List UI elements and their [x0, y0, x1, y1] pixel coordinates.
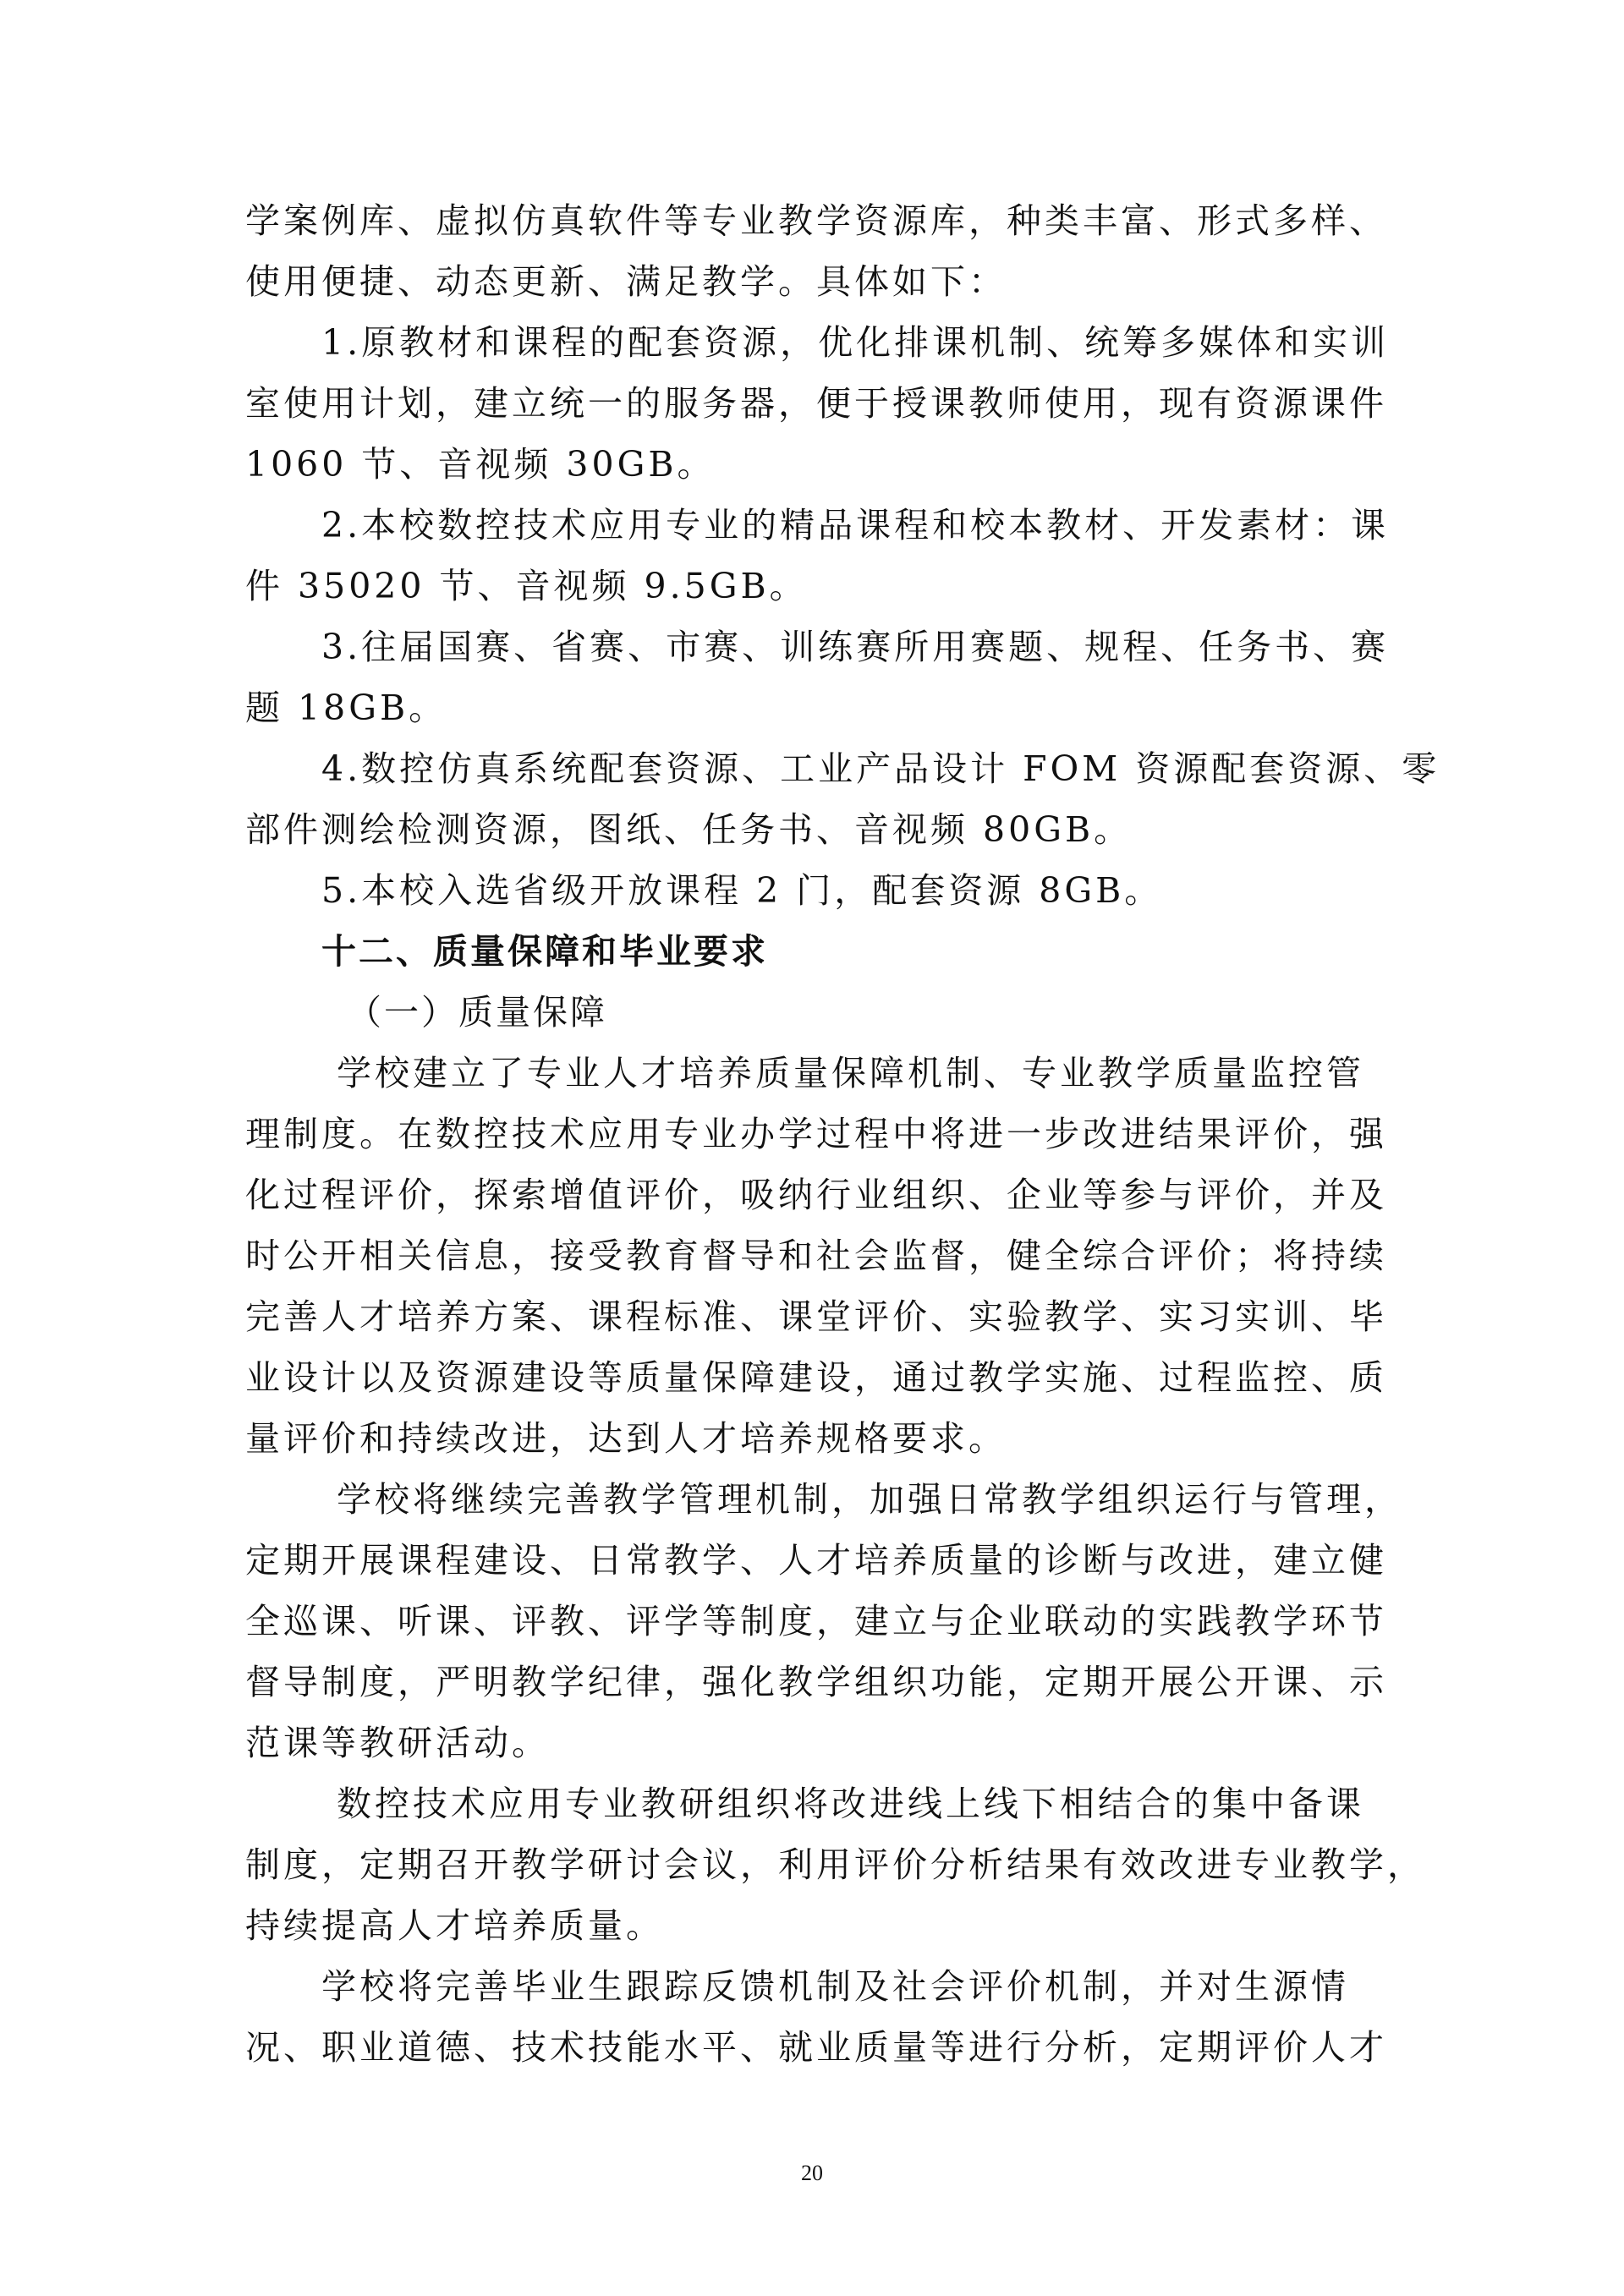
document-body [245, 190, 1440, 2078]
body-line: 1060 节、音视频 30GB。 [245, 444, 716, 485]
body-line: 持续提高人才培养质量。 [245, 1905, 664, 1946]
page-number: 20 [801, 2161, 823, 2185]
body-line: 定期开展课程建设、日常教学、人才培养质量的诊断与改进，建立健 [245, 1540, 1387, 1581]
list-item-line: 3.往届国赛、省赛、市赛、训练赛所用赛题、规程、任务书、赛 [321, 627, 1390, 667]
body-line: 完善人才培养方案、课程标准、课堂评价、实验教学、实习实训、毕 [245, 1296, 1387, 1337]
body-line: 学案例库、虚拟仿真软件等专业教学资源库，种类丰富、形式多样、 [245, 200, 1387, 241]
body-line: 量评价和持续改进，达到人才培养规格要求。 [245, 1418, 1007, 1459]
body-line: 件 35020 节、音视频 9.5GB。 [245, 566, 808, 606]
body-line: 使用便捷、动态更新、满足教学。具体如下： [245, 261, 1007, 302]
body-line: 题 18GB。 [245, 688, 447, 728]
body-line: 业设计以及资源建设等质量保障建设，通过教学实施、过程监控、质 [245, 1357, 1387, 1398]
body-line: 况、职业道德、技术技能水平、就业质量等进行分析，定期评价人才 [245, 2027, 1387, 2068]
list-item-line: 5.本校入选省级开放课程 2 门，配套资源 8GB。 [321, 870, 1163, 911]
body-line: 全巡课、听课、评教、评学等制度，建立与企业联动的实践教学环节 [245, 1601, 1387, 1641]
paragraph-first-line: 学校将继续完善教学管理机制，加强日常教学组织运行与管理， [337, 1479, 1402, 1520]
section-heading: 十二、质量保障和毕业要求 [321, 931, 768, 972]
body-line: 范课等教研活动。 [245, 1723, 550, 1763]
subsection-heading: （一）质量保障 [347, 992, 607, 1033]
paragraph-first-line: 数控技术应用专业教研组织将改进线上线下相结合的集中备课 [337, 1784, 1364, 1824]
body-line: 督导制度，严明教学纪律，强化教学组织功能，定期开展公开课、示 [245, 1662, 1387, 1702]
body-line: 室使用计划，建立统一的服务器，便于授课教师使用，现有资源课件 [245, 383, 1387, 424]
list-item-line: 2.本校数控技术应用专业的精品课程和校本教材、开发素材：课 [321, 505, 1390, 545]
paragraph-first-line: 学校建立了专业人才培养质量保障机制、专业教学质量监控管 [337, 1053, 1364, 1093]
body-line: 制度，定期召开教学研讨会议，利用评价分析结果有效改进专业教学， [245, 1844, 1425, 1885]
body-line: 化过程评价，探索增值评价，吸纳行业组织、企业等参与评价，并及 [245, 1175, 1387, 1215]
paragraph-first-line: 学校将完善毕业生跟踪反馈机制及社会评价机制，并对生源情 [321, 1966, 1349, 2007]
body-line: 时公开相关信息，接受教育督导和社会监督，健全综合评价；将持续 [245, 1236, 1387, 1276]
body-line: 部件测绘检测资源，图纸、任务书、音视频 80GB。 [245, 809, 1133, 850]
list-item-line: 4.数控仿真系统配套资源、工业产品设计 FOM 资源配套资源、零 [321, 748, 1440, 789]
list-item-line: 1.原教材和课程的配套资源，优化排课机制、统筹多媒体和实训 [321, 322, 1390, 363]
body-line: 理制度。在数控技术应用专业办学过程中将进一步改进结果评价，强 [245, 1114, 1387, 1154]
